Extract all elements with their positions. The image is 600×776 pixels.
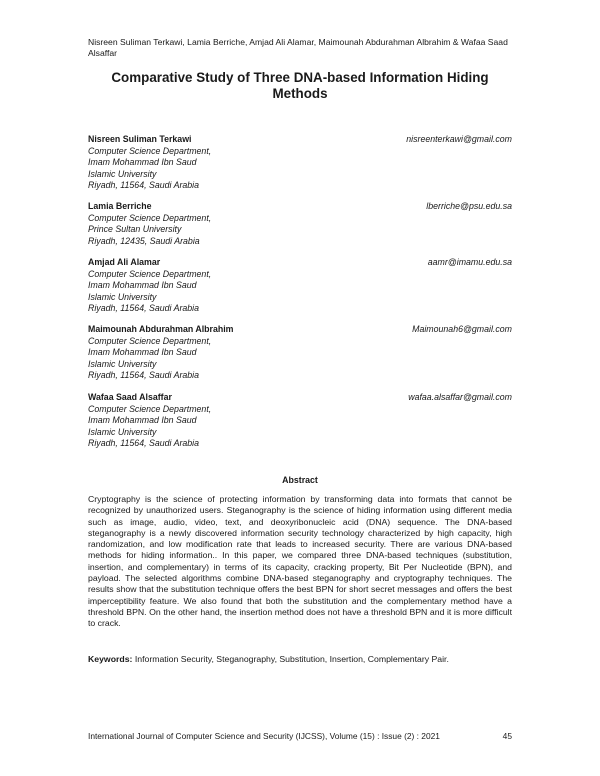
author-name: Maimounah Abdurahman Albrahim	[88, 324, 234, 334]
page-number: 45	[502, 731, 512, 741]
keywords-text: Information Security, Steganography, Substitution, Insertion, Complementary Pair.	[134, 654, 449, 664]
author-affiliation-line: Imam Mohammad Ibn Saud	[88, 415, 197, 426]
abstract-body: Cryptography is the science of protecting information by transforming data into formats that cannot be recognized by unauthorized users. Steganography is the science of hiding information using different media such as image, audio, video, text, and deoxyribonucleic acid (DNA) sequence. The DNA-based steganography is a newly discovered information security technology characterized by high capacity, high randomization, and low modification rate that leads to increased security. There are various DNA-based methods for hiding information.. In this paper, we compared three DNA-based techniques (substitution, insertion, and complementary) in terms of its capacity, cracking property, Bit Per Nucleotide (BPN), and payload. The selected algorithms combine DNA-based steganography and cryptography techniques. The results show that the substitution technique offers the best BPN for short secret messages and offers the best imperceptibility feature. We also found that both the substitution and the complementary method have a threshold BPN. On the other hand, the insertion method does not have a threshold BPN and it is more difficult to crack.	[88, 494, 512, 629]
author-email: Maimounah6@gmail.com	[412, 324, 512, 334]
author-affiliation-line: Islamic University	[88, 358, 157, 369]
author-block	[88, 392, 512, 450]
author-affiliation-line: Riyadh, 11564, Saudi Arabia	[88, 370, 200, 381]
author-affiliation-line: Islamic University	[88, 291, 157, 302]
author-affiliation-line: Imam Mohammad Ibn Saud	[88, 347, 197, 358]
running-head: Nisreen Suliman Terkawi, Lamia Berriche, Amjad Ali Alamar, Maimounah Abdurahman Albrahim & Wafaa Saad Alsaffar	[88, 37, 508, 58]
author-affiliation-line: Riyadh, 11564, Saudi Arabia	[88, 303, 200, 314]
author-name: Lamia Berriche	[88, 201, 152, 211]
author-block	[88, 257, 512, 315]
author-name: Nisreen Suliman Terkawi	[88, 134, 192, 144]
journal-citation: International Journal of Computer Science and Security (IJCSS), Volume (15) : Issue (2) : 2021	[88, 731, 440, 741]
author-block	[88, 324, 512, 382]
author-affiliation-line: Computer Science Department,	[88, 335, 212, 346]
author-email: wafaa.alsaffar@gmail.com	[408, 392, 512, 402]
author-affiliation-line: Imam Mohammad Ibn Saud	[88, 157, 197, 168]
author-affiliation-line: Riyadh, 11564, Saudi Arabia	[88, 438, 200, 449]
author-block	[88, 201, 512, 247]
author-name: Amjad Ali Alamar	[88, 257, 161, 267]
author-affiliation-line: Imam Mohammad Ibn Saud	[88, 280, 197, 291]
keywords	[88, 654, 512, 665]
author-affiliation-line: Riyadh, 11564, Saudi Arabia	[88, 180, 200, 191]
author-affiliation-line: Computer Science Department,	[88, 268, 212, 279]
author-affiliation-line: Islamic University	[88, 168, 157, 179]
page-footer	[88, 731, 512, 742]
author-affiliation-line: Computer Science Department,	[88, 145, 212, 156]
author-email: nisreenterkawi@gmail.com	[406, 134, 512, 144]
author-block	[88, 134, 512, 192]
keywords-label: Keywords:	[88, 654, 133, 664]
paper-title: Comparative Study of Three DNA-based Information Hiding Methods	[111, 70, 489, 101]
author-affiliation-line: Prince Sultan University	[88, 224, 182, 235]
author-email: aamr@imamu.edu.sa	[427, 257, 512, 267]
author-affiliation-line: Computer Science Department,	[88, 212, 212, 223]
author-email: lberriche@psu.edu.sa	[426, 201, 512, 211]
author-affiliation-line: Riyadh, 12435, Saudi Arabia	[88, 235, 200, 246]
author-affiliation-line: Computer Science Department,	[88, 403, 212, 414]
abstract-heading: Abstract	[282, 475, 318, 485]
author-name: Wafaa Saad Alsaffar	[88, 392, 172, 402]
author-affiliation-line: Islamic University	[88, 426, 157, 437]
